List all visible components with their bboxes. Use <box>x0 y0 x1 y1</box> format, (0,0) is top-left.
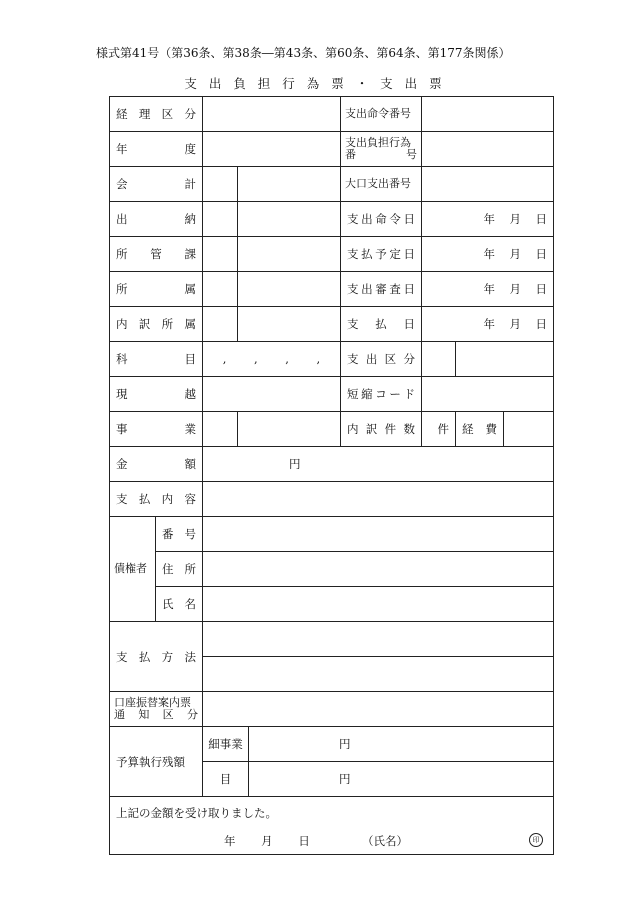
field-shinsa-bi[interactable] <box>422 272 554 307</box>
label-char: 払 <box>361 247 373 261</box>
label-kouza <box>110 692 203 727</box>
label-char: 審 <box>375 282 387 296</box>
field-kensu[interactable]: 件 <box>422 412 456 447</box>
label-jigyou <box>110 412 203 447</box>
label-char: 年 <box>483 317 496 331</box>
label-yosan: 予算執行残額 <box>110 727 203 797</box>
form-number-header: 様式第41号（第36条、第38条―第43条、第60条、第64条、第177条関係） <box>96 46 511 60</box>
label-kingaku <box>110 447 203 482</box>
label-char: 法 <box>184 649 196 664</box>
receipt-area <box>110 797 554 855</box>
label-char: 訳 <box>365 422 378 436</box>
row-saikensha-bangou <box>110 517 554 552</box>
label-char: 名 <box>184 597 196 611</box>
form-title: 支 出 負 担 行 為 票 ・ 支 出 票 <box>184 76 446 91</box>
field-suitou-code[interactable] <box>203 202 238 237</box>
yen-unit: 円 <box>289 457 301 471</box>
field-saijigyou[interactable] <box>249 727 554 762</box>
label-nendo <box>110 132 203 167</box>
label-char: 年 <box>483 212 496 226</box>
label-char: 内 <box>116 317 128 331</box>
label-char: 越 <box>184 387 196 401</box>
label-suitou <box>110 202 203 237</box>
label-char: 分 <box>186 708 198 721</box>
row-kamoku <box>110 342 554 377</box>
label-char: , <box>222 352 227 366</box>
label-char: 日 <box>403 282 416 296</box>
label-char: 通 <box>114 708 125 721</box>
field-kaikei-code[interactable] <box>203 167 238 202</box>
label-shinsa-bi <box>341 272 422 307</box>
label-char: 容 <box>184 492 196 506</box>
label-char: 経 <box>116 107 128 121</box>
label-char: 業 <box>184 422 196 436</box>
row-saikensha-jusho <box>110 552 554 587</box>
label-char: 氏 <box>162 597 174 611</box>
kouza-line2 <box>114 709 198 721</box>
label-char: 訳 <box>138 317 151 331</box>
label-char: 費 <box>485 422 498 436</box>
label-char: 月 <box>509 282 522 296</box>
label-uchiwake-kensu <box>341 412 422 447</box>
label-saijigyou: 細事業 <box>203 727 249 762</box>
row-kingaku <box>110 447 554 482</box>
field-kamoku[interactable] <box>203 342 341 377</box>
label-moku: 目 <box>203 762 249 797</box>
label-char: 事 <box>116 422 128 436</box>
label-char: 払 <box>375 317 387 331</box>
label-shimei <box>156 587 203 622</box>
label-char: 経 <box>462 422 474 436</box>
label-char: 所 <box>161 317 174 331</box>
label-char: 支 <box>116 492 128 506</box>
label-kaikei <box>110 167 203 202</box>
label-char: 科 <box>116 352 128 366</box>
label-char: 内 <box>347 422 359 436</box>
label-char: ー <box>389 387 401 401</box>
label-char: 支 <box>116 649 128 664</box>
label-char: 額 <box>184 457 196 471</box>
field-yotei-bi[interactable] <box>422 237 554 272</box>
label-char: 日 <box>403 247 416 261</box>
label-bangou <box>156 517 203 552</box>
label-char: 日 <box>535 317 548 331</box>
label-char: 区 <box>162 708 174 721</box>
field-suitou-name[interactable] <box>238 202 341 237</box>
field-genetsu[interactable] <box>203 377 341 412</box>
label-char: 縮 <box>361 387 373 401</box>
label-char: 月 <box>509 317 522 331</box>
label-char: 支 <box>347 282 359 296</box>
label-char: 分 <box>403 352 415 366</box>
field-keihi[interactable] <box>504 412 554 447</box>
field-keiri-kubun[interactable] <box>203 97 341 132</box>
field-kingaku[interactable] <box>203 447 554 482</box>
label-genetsu <box>110 377 203 412</box>
label-char: 支 <box>347 212 359 226</box>
row-shokan <box>110 237 554 272</box>
futan-line1: 支出負担行為 <box>345 136 412 149</box>
label-char: 計 <box>184 177 196 191</box>
field-nendo[interactable] <box>203 132 341 167</box>
receipt-month-unit: 月 <box>261 834 273 848</box>
label-char: 支 <box>347 247 359 261</box>
row-kouza <box>110 692 554 727</box>
row-yosan-saijigyou <box>110 727 554 762</box>
field-saikensha-bangou[interactable] <box>203 517 554 552</box>
field-shozoku-name[interactable] <box>238 272 341 307</box>
field-jigyou-name[interactable] <box>238 412 341 447</box>
field-ooguchi[interactable] <box>422 167 554 202</box>
label-futan-bangou <box>341 132 422 167</box>
label-char: 会 <box>116 177 128 191</box>
label-char: 金 <box>116 457 128 471</box>
label-char: 区 <box>384 352 397 366</box>
field-tanshuku[interactable] <box>422 377 554 412</box>
label-char: 月 <box>509 212 522 226</box>
field-shokan-name[interactable] <box>238 237 341 272</box>
row-saikensha-shimei <box>110 587 554 622</box>
label-shishutsu-meirei-bangou: 支出命令番号 <box>341 97 422 132</box>
label-char: 日 <box>403 212 416 226</box>
label-char: 出 <box>361 282 373 296</box>
label-yotei-bi <box>341 237 422 272</box>
field-uchiwake-name[interactable] <box>238 307 341 342</box>
label-char: 号 <box>184 527 196 541</box>
label-char: 現 <box>116 387 128 401</box>
label-char: 支 <box>347 317 359 331</box>
label-kamoku <box>110 342 203 377</box>
label-char: 目 <box>184 352 196 366</box>
receipt-date[interactable] <box>224 833 332 849</box>
field-futan-bangou[interactable] <box>422 132 554 167</box>
label-char: 分 <box>184 107 196 121</box>
label-char: 年 <box>116 142 128 156</box>
label-char: 日 <box>535 282 548 296</box>
field-kouza[interactable] <box>203 692 554 727</box>
field-saikensha-jusho[interactable] <box>203 552 554 587</box>
receipt-name-label: （氏名） <box>362 834 408 848</box>
field-uchiwake-code[interactable] <box>203 307 238 342</box>
label-char: 属 <box>184 317 196 331</box>
label-char: 区 <box>161 107 174 121</box>
label-char: 日 <box>535 247 548 261</box>
label-char: 方 <box>161 649 174 664</box>
label-char: ド <box>403 387 416 401</box>
row-suitou <box>110 202 554 237</box>
label-char: 日 <box>535 212 548 226</box>
yen-unit: 円 <box>339 772 351 786</box>
label-char: 払 <box>138 492 151 506</box>
field-shiharai-houhou-2[interactable] <box>203 657 554 692</box>
label-shishutsu-kubun <box>341 342 422 377</box>
field-shiharai-bi[interactable] <box>422 307 554 342</box>
label-char: 号 <box>406 148 418 161</box>
yen-unit: 円 <box>339 737 351 751</box>
label-char: 年 <box>483 282 496 296</box>
label-saikensha: 債権者 <box>110 517 156 622</box>
field-shishutsu-meirei-bangou[interactable] <box>422 97 554 132</box>
receipt-day-unit: 日 <box>298 834 310 848</box>
label-char: 出 <box>361 212 373 226</box>
label-char: 所 <box>116 247 128 261</box>
row-genetsu <box>110 377 554 412</box>
label-char: , <box>254 352 258 366</box>
label-shozoku <box>110 272 203 307</box>
label-char: 度 <box>184 142 196 156</box>
field-meirei-bi[interactable] <box>422 202 554 237</box>
label-char: 所 <box>116 282 128 296</box>
label-ooguchi: 大口支出番号 <box>341 167 422 202</box>
label-char: 番 <box>345 148 357 161</box>
label-uchiwake-shozoku <box>110 307 203 342</box>
label-char: 納 <box>184 212 196 226</box>
label-char: 出 <box>116 212 128 226</box>
row-receipt <box>110 797 554 855</box>
field-shozoku-code[interactable] <box>203 272 238 307</box>
label-char: 管 <box>150 247 162 261</box>
label-char: 払 <box>138 649 151 664</box>
label-char: 出 <box>365 352 378 366</box>
label-char: 命 <box>375 212 387 226</box>
kouza-line1: 口座振替案内票 <box>114 696 191 709</box>
label-char: 内 <box>161 492 174 506</box>
label-char: コ <box>375 387 387 401</box>
row-uchiwake-shozoku <box>110 307 554 342</box>
receipt-year-unit: 年 <box>224 834 236 848</box>
label-char: 課 <box>184 247 196 261</box>
label-char: 支 <box>347 352 359 366</box>
label-char: 理 <box>138 107 151 121</box>
row-shozoku <box>110 272 554 307</box>
label-char: 属 <box>184 282 196 296</box>
label-char: 所 <box>184 562 196 576</box>
field-shiharai-houhou-1[interactable] <box>203 622 554 657</box>
label-char: 住 <box>162 562 174 576</box>
field-shishutsu-kubun[interactable] <box>456 342 554 377</box>
label-char: , <box>285 352 289 366</box>
label-char: 数 <box>403 422 415 436</box>
label-keiri-kubun <box>110 97 203 132</box>
label-char: 短 <box>347 387 359 401</box>
field-shiharai-naiyou[interactable] <box>203 482 554 517</box>
label-char: 令 <box>389 212 401 226</box>
field-moku[interactable] <box>249 762 554 797</box>
label-char: 月 <box>509 247 522 261</box>
row-kaikei <box>110 167 554 202</box>
label-shokan <box>110 237 203 272</box>
label-char: 番 <box>162 527 174 541</box>
field-jigyou-code[interactable] <box>203 412 238 447</box>
label-shiharai-naiyou <box>110 482 203 517</box>
label-shiharai-houhou <box>110 622 203 692</box>
label-char: 日 <box>403 317 416 331</box>
field-shokan-code[interactable] <box>203 237 238 272</box>
label-jusho <box>156 552 203 587</box>
label-char: 査 <box>389 282 401 296</box>
row-jigyou <box>110 412 554 447</box>
row-nendo <box>110 132 554 167</box>
label-char: 知 <box>138 708 150 721</box>
row-keiri-kubun <box>110 97 554 132</box>
label-char: 予 <box>375 247 387 261</box>
label-keihi <box>456 412 504 447</box>
label-char: 定 <box>389 247 401 261</box>
label-tanshuku <box>341 377 422 412</box>
field-kaikei-name[interactable] <box>238 167 341 202</box>
label-char: 年 <box>483 247 496 261</box>
receipt-text: 上記の金額を受け取りました。 <box>116 806 277 820</box>
row-shiharai-naiyou <box>110 482 554 517</box>
futan-line2 <box>345 149 417 161</box>
row-shiharai-houhou-1 <box>110 622 554 657</box>
field-saikensha-shimei[interactable] <box>203 587 554 622</box>
label-char: , <box>316 352 321 366</box>
field-shishutsu-kubun-code[interactable] <box>422 342 456 377</box>
label-char: 件 <box>384 422 397 436</box>
expenditure-form-table <box>109 96 554 855</box>
label-meirei-bi <box>341 202 422 237</box>
label-shiharai-bi <box>341 307 422 342</box>
seal-icon: 印 <box>529 833 543 847</box>
